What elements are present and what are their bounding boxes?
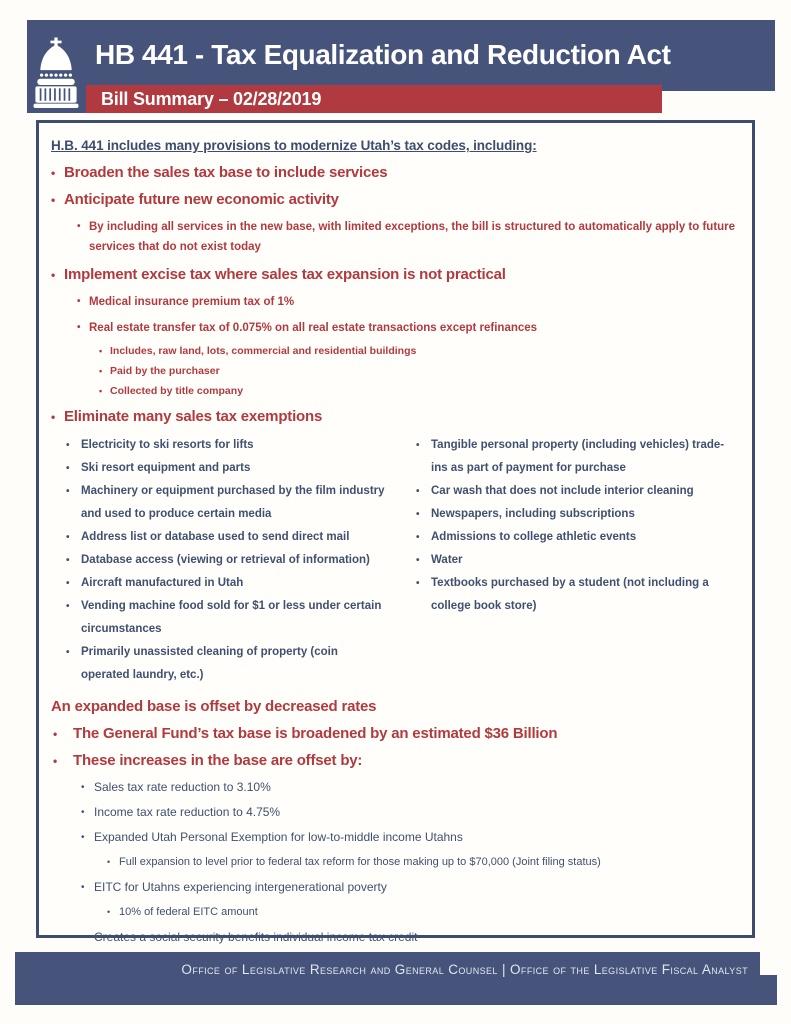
bullet-real-estate-collected-by: • Collected by title company [98, 384, 736, 399]
bullet-real-estate-includes: • Includes, raw land, lots, commercial and residential buildings [98, 344, 736, 359]
exemptions-column-right [414, 434, 736, 687]
bullet-real-estate-transfer-tax: • Real estate transfer tax of 0.075% on all real estate transactions except refinances [76, 318, 736, 338]
bill-summary-banner-text: Bill Summary – 02/28/2019 [101, 89, 322, 109]
list-item: • Database access (viewing or retrieval of information) [64, 549, 386, 572]
rates-heading: An expanded base is offset by decreased rates [51, 698, 377, 715]
bullet-sales-tax-rate: • Sales tax rate reduction to 3.10% [80, 780, 736, 795]
list-item: • Electricity to ski resorts for lifts [64, 434, 386, 457]
bullet-eitc-amount: • 10% of federal EITC amount [106, 905, 736, 920]
page-title: HB 441 - Tax Equalization and Reduction Act [95, 39, 671, 70]
bullet-personal-exemption: • Expanded Utah Personal Exemption for low-to-middle income Utahns [80, 830, 736, 845]
bullet-income-tax-rate: • Income tax rate reduction to 4.75% [80, 805, 736, 820]
list-item: • Water [414, 549, 736, 572]
content-box [36, 120, 755, 944]
bullet-broaden-base: • Broaden the sales tax base to include services [50, 163, 736, 182]
footer-bar [15, 952, 760, 1005]
list-item: • Tangible personal property (including vehicles) trade-ins as part of payment for purchase [414, 434, 736, 480]
exemptions-column-left [64, 434, 386, 687]
list-item: • Address list or database used to send direct mail [64, 526, 386, 549]
bullet-real-estate-paid-by: • Paid by the purchaser [98, 364, 736, 379]
list-item: • Newspapers, including subscriptions [414, 503, 736, 526]
bullet-general-fund-base: • The General Fund’s tax base is broadened by an estimated $36 Billion [50, 724, 736, 743]
bullet-increases-offset: • These increases in the base are offset by: [50, 751, 736, 770]
bullet-anticipate-activity: • Anticipate future new economic activity [50, 190, 736, 209]
capitol-dome-icon [33, 37, 79, 114]
exemptions-columns [64, 434, 736, 687]
list-item: • Textbooks purchased by a student (not including a college book store) [414, 572, 736, 618]
footer-text: Office of Legislative Research and General Counsel | Office of the Legislative Fiscal Analyst [181, 962, 748, 977]
list-item: • Car wash that does not include interior cleaning [414, 480, 736, 503]
bullet-full-expansion: • Full expansion to level prior to federal tax reform for those making up to $70,000 (Joint filing status) [106, 855, 736, 870]
list-item: • Aircraft manufactured in Utah [64, 572, 386, 595]
bullet-eitc: • EITC for Utahns experiencing intergenerational poverty [80, 880, 736, 895]
footer-step-decoration [760, 975, 777, 1005]
list-item: • Primarily unassisted cleaning of property (coin operated laundry, etc.) [64, 641, 386, 687]
bullet-medical-premium-tax: • Medical insurance premium tax of 1% [76, 292, 736, 312]
intro-heading: H.B. 441 includes many provisions to modernize Utah’s tax codes, including: [51, 138, 537, 153]
list-item: • Ski resort equipment and parts [64, 457, 386, 480]
list-item: • Vending machine food sold for $1 or less under certain circumstances [64, 595, 386, 641]
bullet-anticipate-detail: • By including all services in the new base, with limited exceptions, the bill is structured to automatically apply to future services that do not exist today [76, 217, 736, 257]
list-item: • Machinery or equipment purchased by the film industry and used to produce certain media [64, 480, 386, 526]
bullet-implement-excise: • Implement excise tax where sales tax expansion is not practical [50, 265, 736, 284]
capitol-icon-block [27, 20, 86, 113]
list-item: • Admissions to college athletic events [414, 526, 736, 549]
bullet-eliminate-exemptions: • Eliminate many sales tax exemptions [50, 407, 736, 426]
bullet-social-security-credit: • Creates a social security benefits individual income tax credit [80, 930, 736, 945]
